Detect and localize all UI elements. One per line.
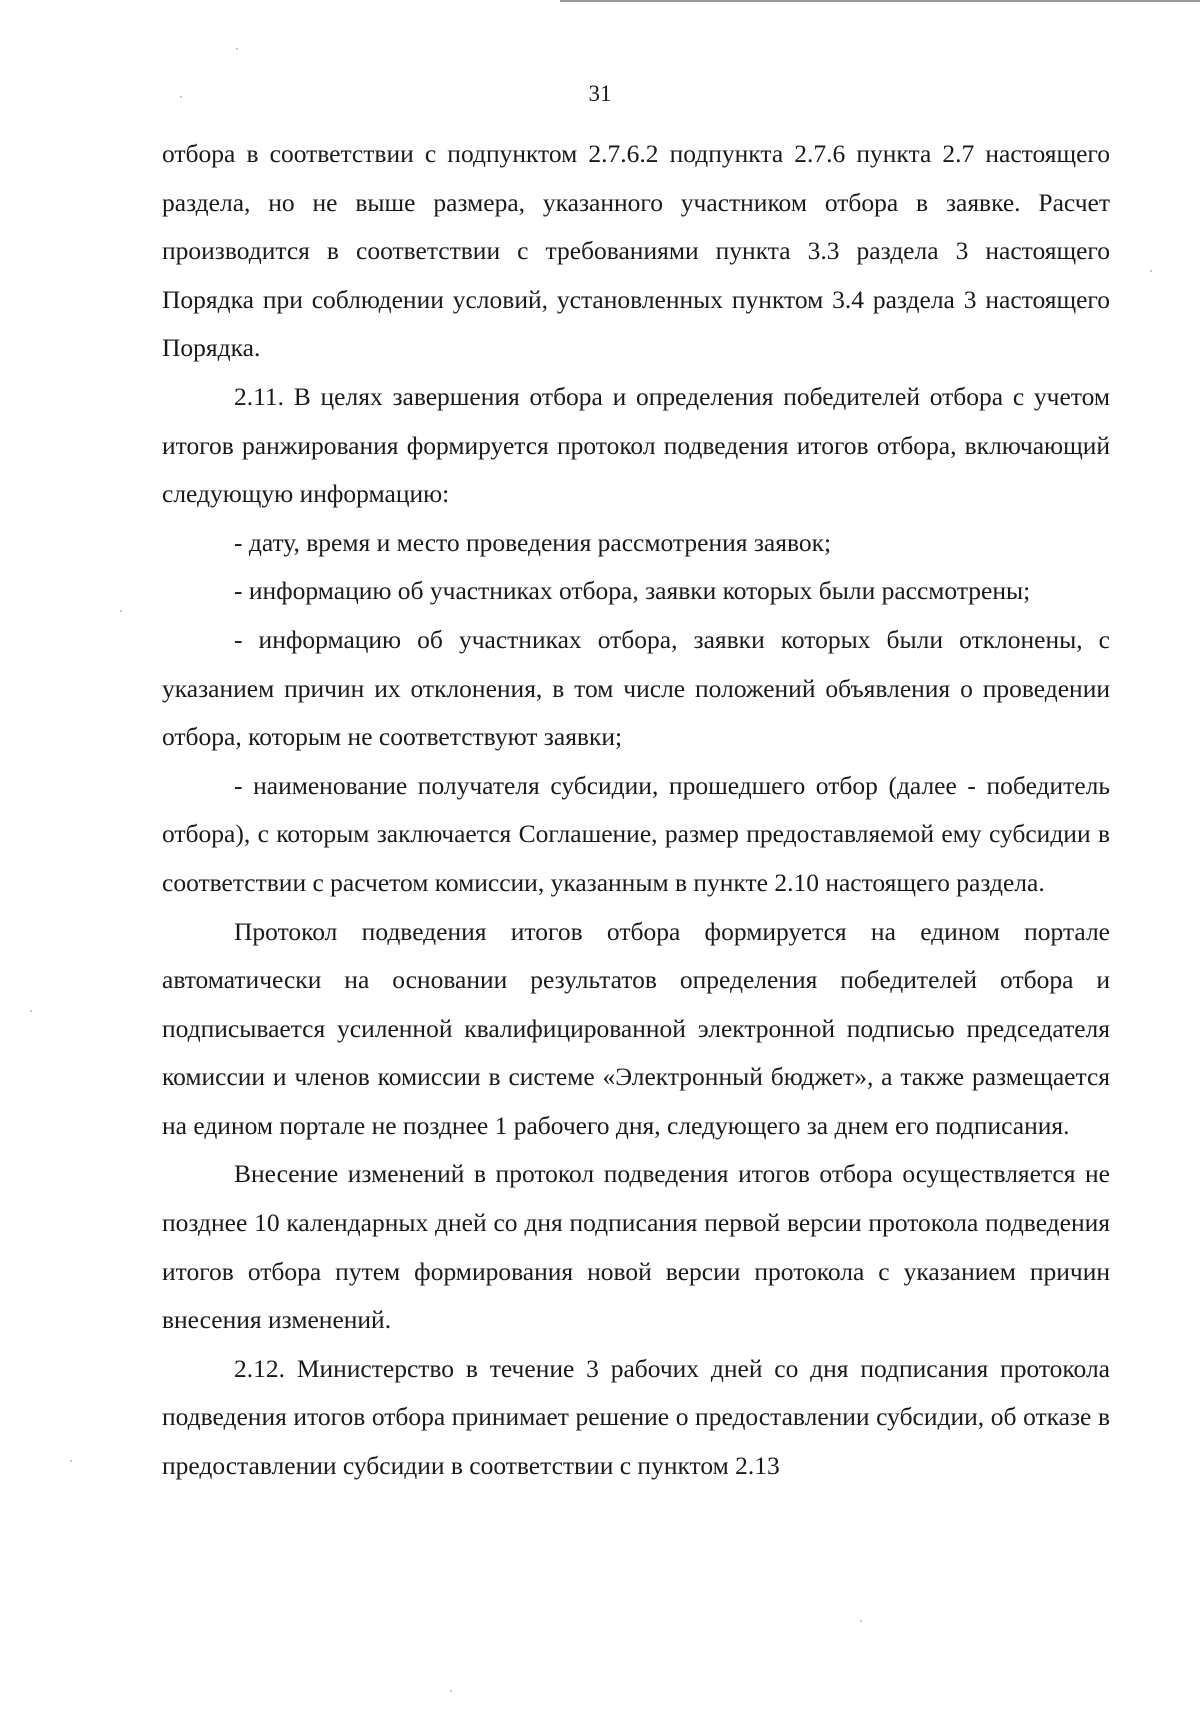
scan-speck xyxy=(1150,270,1152,272)
scan-speck xyxy=(30,1010,32,1012)
page-number: 31 xyxy=(588,81,612,106)
paragraph-continuation: отбора в соответствии с подпунктом 2.7.6.2 подпункта 2.7.6 пункта 2.7 настоящего раздела, но не выше размера, указанного участником отбора в заявке. Расчет производится в соответствии с требованиями пункта 3.3 раздела 3 настоящего Порядка при соблюдении условий, установленных пунктом 3.4 раздела 3 настоящего Порядка. xyxy=(162,139,1110,363)
paragraph-2-11: 2.11. В целях завершения отбора и определения победителей отбора с учетом итогов ранжирования формируется протокол подведения итогов отбора, включающий следующую информацию: xyxy=(162,381,1110,509)
body-text xyxy=(162,130,1110,1491)
scan-speck xyxy=(860,1620,862,1622)
paragraph-protocol-changes: Внесение изменений в протокол подведения итогов отбора осуществляется не позднее 10 календарных дней со дня подписания первой версии протокола подведения итогов отбора путем формирования новой версии протокола с указанием причин внесения изменений. xyxy=(162,1159,1110,1335)
list-item-reviewed-participants: - информацию об участниках отбора, заявки которых были рассмотрены; xyxy=(234,576,1031,606)
paragraph-2-12: 2.12. Министерство в течение 3 рабочих дней со дня подписания протокола подведения итогов отбора принимает решение о предоставлении субсидии, об отказе в предоставлении субсидии в соответствии с пунктом 2.13 xyxy=(162,1353,1110,1481)
scan-speck xyxy=(180,96,182,98)
scan-speck xyxy=(450,1690,452,1692)
scan-speck xyxy=(70,1460,72,1462)
paragraph-protocol-formation: Протокол подведения итогов отбора формируется на едином портале автоматически на основании результатов определения победителей отбора и подписывается усиленной квалифицированной электронной подписью председателя комиссии и членов комиссии в системе «Электронный бюджет», а также размещается на едином портале не позднее 1 рабочего дня, следующего за днем его подписания. xyxy=(162,916,1110,1140)
scan-speck xyxy=(120,610,122,612)
scan-speck xyxy=(236,48,238,50)
list-item-winner: - наименование получателя субсидии, прошедшего отбор (далее - победитель отбора), с которым заключается Соглашение, размер предоставляемой ему субсидии в соответствии с расчетом комиссии, указанным в пункте 2.10 настоящего раздела. xyxy=(162,770,1110,897)
scan-edge-line xyxy=(560,0,1200,2)
list-item-rejected-participants: - информацию об участниках отбора, заявки которых были отклонены, с указанием причин их отклонения, в том числе положений объявления о проведении отбора, которым не соответствуют заявки; xyxy=(162,624,1110,752)
list-item-date-time-place: - дату, время и место проведения рассмотрения заявок; xyxy=(234,527,832,557)
